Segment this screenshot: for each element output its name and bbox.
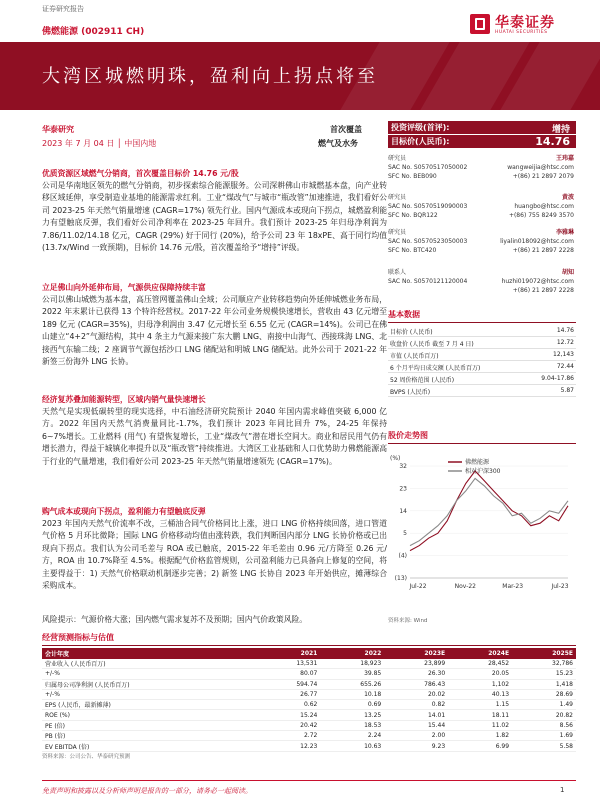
y-tick-label: 5 bbox=[403, 530, 407, 538]
sector-label: 燃气及水务 bbox=[318, 139, 358, 148]
table-row: 归属母公司净利润 (人民币百万) 594.74 655.26 786.43 1,102 1,418 bbox=[42, 679, 576, 689]
section-paragraph: 公司是华南地区领先的燃气分销商，初步探索综合能源服务。公司深耕佛山市城燃基本盘，向产业转移区域延伸，享受制造业基地的能源需求红利。工业“煤改气”与城市“瓶改管”加速推进，我们看好公司 2023-25 年天然气销量增速 (CAGR=17%) 领先行业。国内气源成本或现向下拐点，城燃盈利能力有望触底反弹，我们看好公司净利率在 2023-25 年回升。我们预计 2023-25 年归母净利润为 7.86/11.02/14.18 亿元，CAGR (29%) 好于同行 (20%)，给予公司 23 年 18xPE、高于同行均值 (13.7x/Wind 一致预期)，目标价 14.76 元/股，首次覆盖给予“增持”评级。 bbox=[42, 181, 387, 253]
price-chart-title: 股价走势图 bbox=[388, 430, 576, 444]
basic-data-row: 收盘价 (人民币 截至 7 月 4 日) 12.72 bbox=[390, 339, 574, 348]
table-row: PE (倍) 20.42 18.53 15.44 11.02 8.56 bbox=[42, 720, 576, 730]
x-tick-label: Mar-23 bbox=[502, 583, 524, 590]
company-logo bbox=[470, 12, 570, 42]
section-heading: 立足佛山向外延伸布局，气源供应保障持续丰富 bbox=[42, 283, 206, 292]
analyst-card: 研究员 王玮嘉 SAC No. S0570517050002 wangweijia@htsc.com SFC No. BEB090 +(86) 21 2897 2079 bbox=[388, 155, 574, 180]
target-price-bar bbox=[388, 135, 576, 148]
section-paragraph: 公司以佛山城燃为基本盘，高压管网覆盖佛山全域；公司顺应产业转移趋势向外延伸城燃业务布局，2022 年末累计已获得 13 个特许经营权。2017-22 年公司业务规模快速增长，营收由 43 亿元增至 189 亿元 (CAGR=35%)，归母净利润由 3.47 亿元增长至 6.55 亿元 (CAGR=14%)。公司已在佛山建立“4+2”气源结构，其中 4 条主力气源来接广东大鹏 LNG、南接中山海气、西接珠海 LNG、北接西气东输二线；2 座调节气源包括沙口 LNG 储配站和明城 LNG 储配站。此外公司于 2021-22 年新签三份海外 LNG 长协。 bbox=[42, 295, 387, 367]
y-tick-label: (4) bbox=[398, 552, 407, 560]
rating-label: 投资评级(首评): bbox=[391, 123, 450, 132]
price-chart bbox=[388, 452, 576, 602]
financials-table bbox=[42, 648, 576, 752]
rating-value: 增持 bbox=[551, 125, 570, 135]
financials-title: 经营预测指标与估值 bbox=[42, 632, 576, 646]
footer-disclaimer: 免责声明和披露以及分析师声明是报告的一部分，请务必一起阅读。 bbox=[42, 787, 252, 795]
table-row: +/-% 80.07 39.85 26.30 20.05 15.23 bbox=[42, 669, 576, 679]
org-label: 华泰研究 bbox=[42, 125, 74, 134]
footer-divider bbox=[42, 780, 576, 781]
section-paragraph: 2023 年国内天然气价流率不改，三桶油合同气价格同比上涨，进口 LNG 价格持续回落，进口管道气价格 5 月环比微降；国际 LNG 价格移动均值由涨转跌，我们判断国内部分 LNG 长协价格或已出现向下拐点。我们认为公司毛差与 ROA 或已触底，2015-22 年毛差由 0.96 元/方降至 0.26 元/方，ROA 由 10.7%降至 4.5%。根据配气价格监管规则，公司盈利能力已具备向上修复的空间，将主要得益于：1) 天然气价格联动机制逐步完善；2) 新签 LNG 长协自 2023 年开始供应，摊薄综合采购成本。 bbox=[42, 519, 387, 591]
title-banner bbox=[0, 42, 600, 110]
analyst-card: 研究员 李雅琳 SAC No. S0570523050003 liyalin018092@htsc.com SFC No. BTC420 +(86) 21 2897 2228 bbox=[388, 229, 574, 254]
logo-mark-icon bbox=[470, 14, 490, 34]
legend-label: 相对沪深300 bbox=[465, 468, 501, 475]
risk-warning: 风险提示：气源价格大涨；国内燃气需求复苏不及预期；国内气价政策风险。 bbox=[42, 615, 308, 624]
y-axis-label: (%) bbox=[390, 455, 401, 462]
x-tick-label: Jul-23 bbox=[551, 583, 569, 590]
coverage-label: 首次覆盖 bbox=[330, 125, 362, 134]
table-source: 资料来源：公司公告、华泰研究预测 bbox=[42, 754, 131, 760]
target-price-value: 14.76 bbox=[535, 135, 570, 148]
section-heading: 经济复苏叠加能源转型，区域内销气量快速增长 bbox=[42, 395, 206, 404]
x-tick-label: Nov-22 bbox=[454, 583, 477, 590]
section-heading: 购气成本或现向下拐点，盈利能力有望触底反弹 bbox=[42, 507, 206, 516]
y-tick-label: 23 bbox=[399, 485, 407, 493]
logo-text-cn: 华泰证券 bbox=[495, 15, 555, 31]
y-tick-label: 14 bbox=[399, 507, 407, 515]
report-type-label: 证券研究报告 bbox=[42, 5, 84, 13]
y-tick-label: 32 bbox=[399, 463, 407, 470]
basic-data-row: 6 个月平均日成交额 (人民币百万) 72.44 bbox=[390, 363, 574, 372]
logo-text-en: HUATAI SECURITIES bbox=[495, 30, 548, 35]
basic-data-title: 基本数据 bbox=[388, 309, 576, 323]
company-ticker: 佛燃能源 (002911 CH) bbox=[42, 27, 145, 37]
table-header-row: 会计年度 2021 2022 2023E 2024E 2025E bbox=[42, 648, 576, 659]
basic-data-row: 52 周价格范围 (人民币) 9.04-17.86 bbox=[390, 375, 574, 384]
table-row: EPS (人民币，最新摊薄) 0.62 0.69 0.82 1.15 1.49 bbox=[42, 700, 576, 710]
table-row: ROE (%) 15.24 13.25 14.01 18.11 20.82 bbox=[42, 710, 576, 720]
basic-data-row: BVPS (人民币) 5.87 bbox=[390, 387, 574, 396]
table-row: PB (倍) 2.72 2.24 2.00 1.82 1.69 bbox=[42, 731, 576, 741]
table-row: EV EBITDA (倍) 12.23 10.63 9.23 6.99 5.58 bbox=[42, 741, 576, 751]
target-price-label: 目标价(人民币): bbox=[391, 137, 450, 146]
contact-card: 联系人 胡知 SAC No. S0570121120004 huzhi019072@htsc.com +(86) 21 2897 2228 bbox=[388, 269, 574, 294]
table-row: 营业收入 (人民币百万) 13,531 18,923 23,899 28,452 32,786 bbox=[42, 659, 576, 669]
section-heading: 优质资源区域燃气分销商，首次覆盖目标价 14.76 元/股 bbox=[42, 169, 239, 178]
legend-label: 佛燃能源 bbox=[465, 459, 490, 466]
analyst-card: 研究员 黄波 SAC No. S0570519090003 huangbo@htsc.com SFC No. BQR122 +(86) 755 8249 3570 bbox=[388, 194, 574, 219]
date-region: 2023 年 7 月 04 日 │ 中国内地 bbox=[42, 139, 157, 148]
basic-data-row: 市值 (人民币百万) 12,143 bbox=[390, 351, 574, 360]
report-title: 大湾区城燃明珠，盈利向上拐点将至 bbox=[42, 66, 378, 87]
y-tick-label: (13) bbox=[394, 575, 407, 582]
chart-source: 资料来源: Wind bbox=[388, 618, 428, 624]
table-row: +/-% 26.77 10.18 20.02 40.13 28.69 bbox=[42, 689, 576, 699]
section-paragraph: 天然气是实现低碳转型的现实选择，中石油经济研究院预计 2040 年国内需求峰值突破 6,000 亿方。2022 年国内天然气消费量同比-1.7%，我们预计 2023 年同比回升 7%，24-25 年保持 6~7%增长。工业燃料 (用气) 有望恢复增长，工业“煤改气”潜在增长空间大。商业和居民用气仍有增长潜力，得益于城镇化率提升以及“瓶改管”持续推进。大湾区工业基础和人口优势助力佛燃能源高于行业的气量增速，我们看好公司 2023-25 年天然气销量增速领先 (CAGR=17%)。 bbox=[42, 407, 387, 466]
rating-bar bbox=[388, 121, 576, 134]
basic-data-row: 目标价 (人民币) 14.76 bbox=[390, 327, 574, 336]
page-number: 1 bbox=[560, 786, 565, 794]
x-tick-label: Jul-22 bbox=[409, 583, 427, 590]
